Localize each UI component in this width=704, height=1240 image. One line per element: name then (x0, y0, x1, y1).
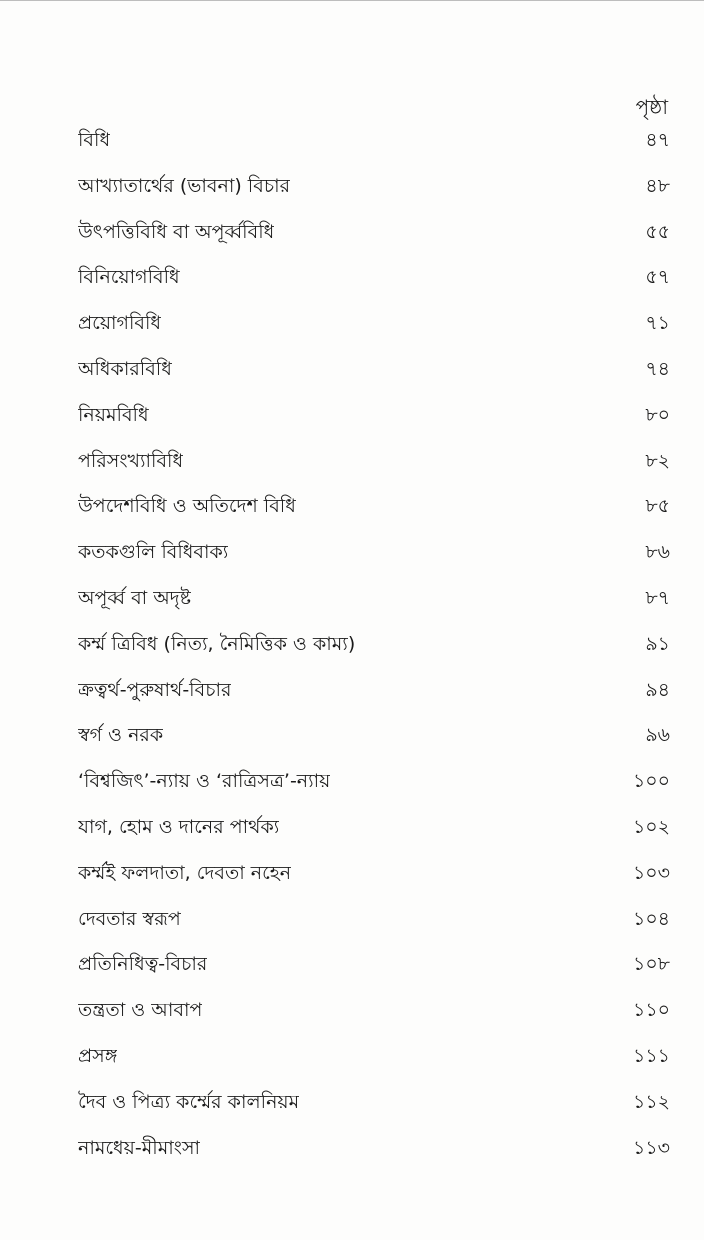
toc-entry (78, 262, 670, 308)
toc-entry-page: ১০৪ (632, 907, 670, 930)
toc-entry-title: ‘বিশ্বজিৎ’-ন্যায় ও ‘রাত্রিসত্র’-ন্যায় (78, 770, 331, 793)
toc-entry (78, 720, 670, 766)
toc-entry-title: কতকগুলি বিধিবাক্য (78, 541, 229, 564)
toc-entry-page: ৮২ (645, 449, 670, 472)
toc-entry-title: কর্ম্মই ফলদাতা, দেবতা নহেন (78, 861, 292, 884)
toc-entry-page: ১১২ (632, 1090, 670, 1113)
toc-entry-title: প্রসঙ্গ (78, 1044, 118, 1067)
toc-entry (78, 537, 670, 583)
toc-entry (78, 308, 670, 354)
toc-entry-page: ৮০ (645, 403, 670, 426)
page-column-label: পৃষ্ঠা (635, 95, 668, 119)
toc-entry-title: কর্ম্ম ত্রিবিধ (নিত্য, নৈমিত্তিক ও কাম্য) (78, 632, 356, 655)
toc-entry-title: তন্ত্রতা ও আবাপ (78, 999, 203, 1022)
toc-entry-title: যাগ, হোম ও দানের পার্থক্য (78, 815, 280, 838)
toc-entry-title: বিনিয়োগবিধি (78, 266, 180, 289)
toc-entry (78, 1041, 670, 1087)
toc-entry-page: ৫৫ (645, 220, 670, 243)
toc-entry (78, 171, 670, 217)
toc-entry (78, 858, 670, 904)
toc-entry-page: ১১০ (632, 999, 670, 1022)
toc-entry-page: ১০০ (632, 770, 670, 793)
toc-entry-page: ৪৭ (645, 129, 670, 151)
toc-entry-title: অধিকারবিধি (78, 357, 172, 380)
toc-entry (78, 949, 670, 995)
toc-entry (78, 1133, 670, 1179)
toc-entry-page: ৮৬ (645, 541, 670, 564)
toc-entry-page: ৭১ (645, 312, 670, 335)
toc-entry-page: ১১৩ (632, 1136, 670, 1159)
toc-entry-title: ক্রত্বর্থ-পুরুষার্থ-বিচার (78, 678, 232, 701)
toc-entry-page: ১০৩ (632, 861, 670, 884)
toc-entry-title: বিধি (78, 129, 111, 151)
toc-entry (78, 1087, 670, 1133)
toc-entry-page: ৮৫ (645, 495, 670, 518)
table-of-contents (78, 125, 670, 1178)
toc-entry (78, 904, 670, 950)
toc-entry-title: নামধেয়-মীমাংসা (78, 1136, 201, 1159)
toc-entry-page: ৭৪ (645, 357, 670, 380)
toc-entry-page: ৮৭ (645, 586, 670, 609)
toc-entry-title: প্রতিনিধিত্ব-বিচার (78, 953, 208, 976)
toc-entry (78, 446, 670, 492)
toc-entry (78, 217, 670, 263)
toc-entry (78, 583, 670, 629)
toc-entry (78, 491, 670, 537)
toc-entry (78, 354, 670, 400)
toc-entry-title: নিয়মবিধি (78, 403, 149, 426)
toc-entry-page: ১১১ (633, 1044, 670, 1067)
toc-entry-title: উৎপত্তিবিধি বা অপূর্ব্ববিধি (78, 220, 275, 243)
toc-entry-page: ৯৬ (645, 724, 670, 747)
toc-entry (78, 766, 670, 812)
toc-entry-title: উপদেশবিধি ও অতিদেশ বিধি (78, 495, 296, 518)
toc-entry-title: স্বর্গ ও নরক (78, 724, 164, 747)
toc-entry-page: ১০২ (632, 815, 670, 838)
toc-entry (78, 675, 670, 721)
toc-entry-title: দৈব ও পিত্র্য কর্ম্মের কালনিয়ম (78, 1090, 300, 1113)
toc-entry-page: ৪৮ (645, 174, 670, 197)
toc-entry-page: ৯১ (645, 632, 670, 655)
toc-entry-page: ৯৪ (645, 678, 670, 701)
toc-entry-title: পরিসংখ্যাবিধি (78, 449, 184, 472)
toc-entry-title: দেবতার স্বরূপ (78, 907, 181, 930)
toc-entry (78, 125, 670, 171)
toc-entry (78, 400, 670, 446)
toc-entry (78, 629, 670, 675)
toc-entry-page: ৫৭ (645, 266, 670, 289)
toc-entry-title: আখ্যাতার্থের (ভাবনা) বিচার (78, 174, 291, 197)
toc-entry-title: অপূর্ব্ব বা অদৃষ্ট (78, 586, 192, 609)
toc-entry (78, 995, 670, 1041)
toc-entry-title: প্রয়োগবিধি (78, 312, 162, 335)
toc-entry-page: ১০৮ (632, 953, 670, 976)
toc-entry (78, 812, 670, 858)
